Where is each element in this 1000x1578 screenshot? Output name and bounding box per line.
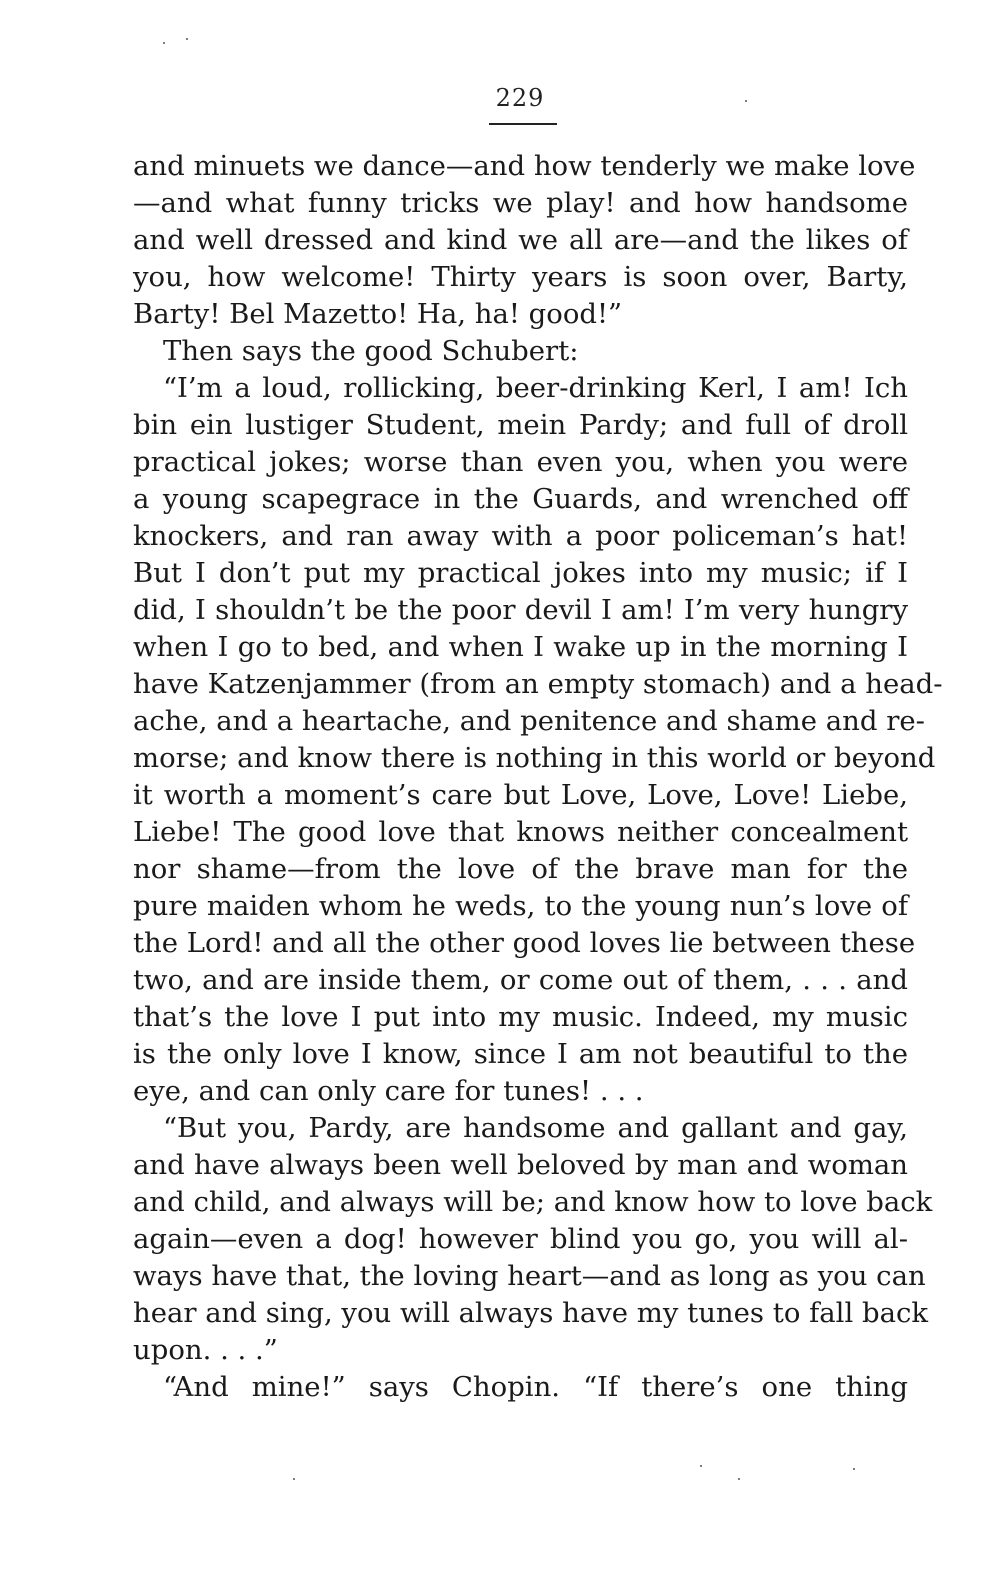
scan-speck [738, 1478, 740, 1480]
text-line: pure maiden whom he weds, to the young nun’s love of [133, 890, 908, 922]
text-line: and child, and always will be; and know how to love back [133, 1186, 933, 1218]
text-line: —and what funny tricks we play! and how handsome [133, 187, 908, 219]
text-line: bin ein lustiger Student, mein Pardy; and full of droll [133, 409, 908, 441]
scan-speck [745, 100, 747, 102]
text-line: and have always been well beloved by man and woman [133, 1149, 908, 1181]
scan-speck [186, 38, 188, 40]
text-line: practical jokes; worse than even you, when you were [133, 446, 908, 478]
body-text [133, 148, 943, 1406]
text-line: the Lord! and all the other good loves lie between these [133, 927, 916, 959]
scan-speck [163, 42, 165, 44]
text-line: “I’m a loud, rollicking, beer-drinking Kerl, I am! Ich [163, 372, 908, 404]
text-line: ache, and a heartache, and penitence and shame and re- [133, 705, 925, 737]
text-line: hear and sing, you will always have my tunes to fall back [133, 1297, 929, 1329]
text-line: “And mine!” says Chopin. “If there’s one thing [163, 1371, 908, 1403]
page-number-rule [489, 123, 557, 125]
text-line: that’s the love I put into my music. Indeed, my music [133, 1001, 908, 1033]
text-line: did, I shouldn’t be the poor devil I am! I’m very hungry [133, 594, 908, 626]
text-line: is the only love I know, since I am not beautiful to the [133, 1038, 908, 1070]
text-line: a young scapegrace in the Guards, and wrenched off [133, 483, 908, 515]
text-line: again—even a dog! however blind you go, you will al- [133, 1223, 908, 1255]
text-line: and minuets we dance—and how tenderly we make love [133, 150, 916, 182]
text-line: eye, and can only care for tunes! . . . [133, 1075, 644, 1107]
text-line: Liebe! The good love that knows neither concealment [133, 816, 908, 848]
scan-speck [853, 1468, 855, 1470]
scan-speck [293, 1478, 295, 1480]
text-line: knockers, and ran away with a poor policeman’s hat! [133, 520, 908, 552]
text-line: two, and are inside them, or come out of them, . . . and [133, 964, 908, 996]
text-line: you, how welcome! Thirty years is soon over, Barty, [133, 261, 908, 293]
text-line: But I don’t put my practical jokes into my music; if I [133, 557, 908, 589]
text-line: upon. . . .” [133, 1334, 278, 1366]
scan-speck [700, 1465, 702, 1467]
text-line: “But you, Pardy, are handsome and gallant and gay, [163, 1112, 908, 1144]
text-line: have Katzenjammer (from an empty stomach) and a head- [133, 668, 943, 700]
page-number: 229 [495, 84, 545, 112]
text-line: nor shame—from the love of the brave man for the [133, 853, 908, 885]
text-line: Then says the good Schubert: [163, 335, 579, 367]
text-line: ways have that, the loving heart—and as long as you can [133, 1260, 926, 1292]
text-line: morse; and know there is nothing in this world or beyond [133, 742, 936, 774]
text-line: and well dressed and kind we all are—and the likes of [133, 224, 908, 256]
text-line: when I go to bed, and when I wake up in the morning I [133, 631, 908, 663]
text-line: it worth a moment’s care but Love, Love, Love! Liebe, [133, 779, 908, 811]
text-line: Barty! Bel Mazetto! Ha, ha! good!” [133, 298, 623, 330]
